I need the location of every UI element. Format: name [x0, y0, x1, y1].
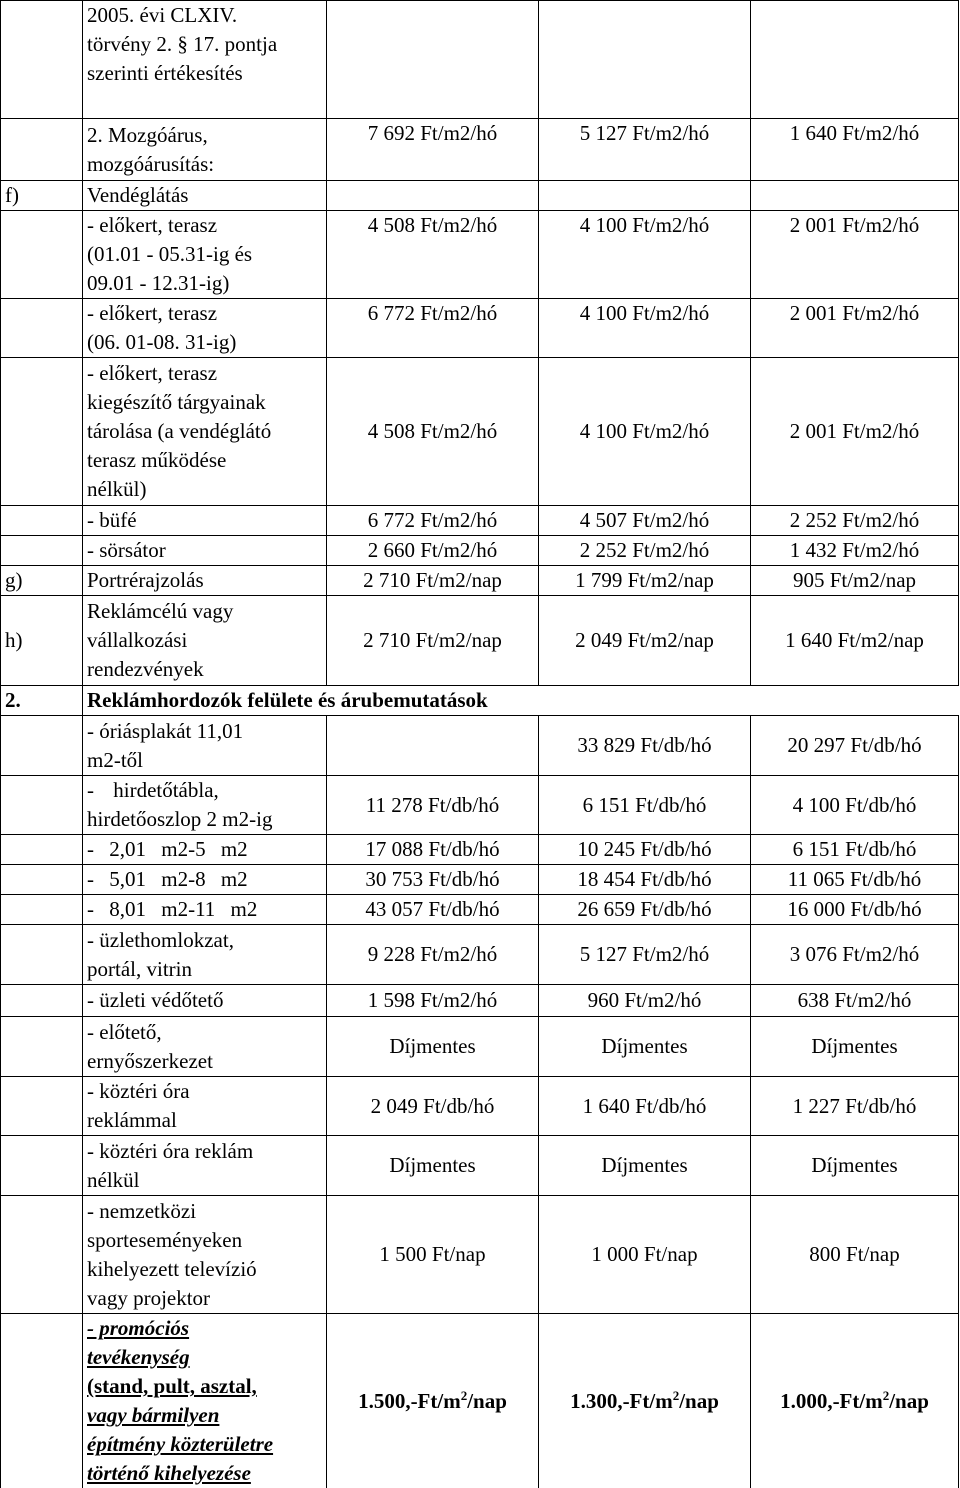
cat-cell — [1, 985, 83, 1017]
row-ora-reklam-nelkul — [1, 1136, 959, 1196]
row-section-2 — [1, 686, 959, 716]
value-zone-3: 2 001 Ft/m2/hó — [751, 211, 959, 299]
label-line: (stand, pult, asztal, — [87, 1372, 322, 1401]
row-label: Portrérajzolás — [83, 566, 327, 596]
label-line: - előkert, terasz — [87, 211, 322, 240]
label-line: szerinti értékesítés — [87, 59, 322, 88]
value-zone-1: 2 710 Ft/m2/nap — [327, 566, 539, 596]
row-801 — [1, 895, 959, 925]
row-label: - büfé — [83, 506, 327, 536]
value-zone-1: 1 500 Ft/nap — [327, 1196, 539, 1314]
cat-cell — [1, 506, 83, 536]
row-televizio — [1, 1196, 959, 1314]
row-category-h — [1, 596, 959, 686]
value-zone-3: 638 Ft/m2/hó — [751, 985, 959, 1017]
value-zone-3: 2 252 Ft/m2/hó — [751, 506, 959, 536]
label-line: (01.01 - 05.31-ig és — [87, 240, 322, 269]
row-mozgoarus — [1, 119, 959, 181]
cat-cell — [1, 895, 83, 925]
label-line: törvény 2. § 17. pontja — [87, 30, 322, 59]
value-zone-3: 1 227 Ft/db/hó — [751, 1077, 959, 1136]
row-elokert-1 — [1, 211, 959, 299]
cat-cell — [1, 119, 83, 181]
cat-cell — [1, 1196, 83, 1314]
category-letter: g) — [1, 566, 83, 596]
row-oriasplakat — [1, 716, 959, 776]
row-uzlethomlokzat — [1, 925, 959, 985]
value-zone-1: 1 598 Ft/m2/hó — [327, 985, 539, 1017]
value-zone-1 — [327, 716, 539, 776]
label-line: sporteseményeken — [87, 1226, 322, 1255]
row-hirdetotabla — [1, 776, 959, 835]
row-bufe — [1, 506, 959, 536]
value-zone-3: 1 640 Ft/m2/hó — [751, 119, 959, 181]
row-label — [83, 716, 327, 776]
category-title: Vendéglátás — [83, 181, 327, 211]
value-zone-2: 1 640 Ft/db/hó — [539, 1077, 751, 1136]
value-cell — [327, 1, 539, 119]
value-zone-2: 1 799 Ft/m2/nap — [539, 566, 751, 596]
row-label — [83, 1314, 327, 1488]
label-line: nélkül) — [87, 475, 322, 504]
value-zone-2: 4 100 Ft/m2/hó — [539, 358, 751, 506]
cat-cell — [1, 1077, 83, 1136]
label-line: nélkül — [87, 1166, 322, 1195]
value-zone-3: 905 Ft/m2/nap — [751, 566, 959, 596]
value-zone-1: 30 753 Ft/db/hó — [327, 865, 539, 895]
value-zone-1: 4 508 Ft/m2/hó — [327, 211, 539, 299]
label-line: 2. Mozgóárus, — [87, 121, 322, 150]
cat-cell — [1, 716, 83, 776]
value-zone-2: Díjmentes — [539, 1136, 751, 1196]
value-zone-2: 18 454 Ft/db/hó — [539, 865, 751, 895]
row-label — [83, 211, 327, 299]
value-zone-3: 6 151 Ft/db/hó — [751, 835, 959, 865]
label-line: mozgóárusítás: — [87, 150, 322, 179]
label-line: portál, vitrin — [87, 955, 322, 984]
value-zone-3: 1 640 Ft/m2/nap — [751, 596, 959, 686]
value-zone-3: 2 001 Ft/m2/hó — [751, 358, 959, 506]
section-title: Reklámhordozók felülete és árubemutatások — [83, 686, 959, 716]
value-zone-2: 5 127 Ft/m2/hó — [539, 119, 751, 181]
label-line: - előkert, terasz — [87, 299, 322, 328]
value-zone-3: 4 100 Ft/db/hó — [751, 776, 959, 835]
value-zone-1: 7 692 Ft/m2/hó — [327, 119, 539, 181]
label-line: 2005. évi CLXIV. — [87, 1, 322, 30]
value-zone-1: $1.500,-Ft/m^2$/nap — [327, 1314, 539, 1488]
cat-cell — [1, 776, 83, 835]
cat-cell — [1, 1314, 83, 1488]
label-line: (06. 01-08. 31-ig) — [87, 328, 322, 357]
value-zone-2: 33 829 Ft/db/hó — [539, 716, 751, 776]
row-501 — [1, 865, 959, 895]
label-line: - köztéri óra reklám — [87, 1137, 322, 1166]
label-line: építmény közterületre — [87, 1430, 322, 1459]
label-line: Reklámcélú vagy — [87, 597, 322, 626]
category-letter: h) — [1, 596, 83, 686]
value-zone-2: 1 000 Ft/nap — [539, 1196, 751, 1314]
value-zone-2: 6 151 Ft/db/hó — [539, 776, 751, 835]
row-label: - 8,01 m2-11 m2 — [83, 895, 327, 925]
cat-cell — [1, 925, 83, 985]
value-cell — [327, 181, 539, 211]
value-zone-1: 2 710 Ft/m2/nap — [327, 596, 539, 686]
row-label — [83, 1136, 327, 1196]
label-line: - előkert, terasz — [87, 359, 322, 388]
value-zone-3: $1.000,-Ft/m^2$/nap — [751, 1314, 959, 1488]
value-zone-3: 1 432 Ft/m2/hó — [751, 536, 959, 566]
row-label — [83, 925, 327, 985]
cat-cell — [1, 1136, 83, 1196]
value-cell — [539, 181, 751, 211]
row-label — [83, 776, 327, 835]
row-label — [83, 119, 327, 181]
value-zone-3: 3 076 Ft/m2/hó — [751, 925, 959, 985]
row-label: - üzleti védőtető — [83, 985, 327, 1017]
cat-cell — [1, 1, 83, 119]
label-line: terasz működése — [87, 446, 322, 475]
row-201 — [1, 835, 959, 865]
row-label: - 2,01 m2-5 m2 — [83, 835, 327, 865]
value-zone-2: 10 245 Ft/db/hó — [539, 835, 751, 865]
row-label: - sörsátor — [83, 536, 327, 566]
row-label — [83, 1017, 327, 1077]
value-zone-3: 2 001 Ft/m2/hó — [751, 299, 959, 358]
cat-cell — [1, 299, 83, 358]
label-line: kiegészítő tárgyainak — [87, 388, 322, 417]
value-zone-2: 26 659 Ft/db/hó — [539, 895, 751, 925]
value-zone-1: 17 088 Ft/db/hó — [327, 835, 539, 865]
row-vedotet — [1, 985, 959, 1017]
cat-cell — [1, 358, 83, 506]
row-label — [83, 358, 327, 506]
row-label — [83, 299, 327, 358]
row-elotet — [1, 1017, 959, 1077]
row-promocios — [1, 1314, 959, 1488]
label-line: - nemzetközi — [87, 1197, 322, 1226]
cat-cell — [1, 835, 83, 865]
row-label — [83, 1196, 327, 1314]
label-line: kihelyezett televízió — [87, 1255, 322, 1284]
label-line: hirdetőoszlop 2 m2-ig — [87, 805, 322, 834]
label-line: ernyőszerkezet — [87, 1047, 322, 1076]
value-zone-3: 16 000 Ft/db/hó — [751, 895, 959, 925]
value-zone-2: 5 127 Ft/m2/hó — [539, 925, 751, 985]
label-line: - köztéri óra — [87, 1077, 322, 1106]
value-cell — [539, 1, 751, 119]
value-zone-1: 43 057 Ft/db/hó — [327, 895, 539, 925]
value-zone-3: 800 Ft/nap — [751, 1196, 959, 1314]
value-cell — [751, 181, 959, 211]
value-zone-1: Díjmentes — [327, 1136, 539, 1196]
label-line: tárolása (a vendéglátó — [87, 417, 322, 446]
label-line: - üzlethomlokzat, — [87, 926, 322, 955]
row-historical-sale — [1, 1, 959, 119]
label-line: rendezvények — [87, 655, 322, 684]
label-line: - előtető, — [87, 1018, 322, 1047]
value-zone-2: 4 100 Ft/m2/hó — [539, 299, 751, 358]
row-sorsator — [1, 536, 959, 566]
label-line: vagy projektor — [87, 1284, 322, 1313]
label-line: vagy bármilyen — [87, 1401, 322, 1430]
category-letter: f) — [1, 181, 83, 211]
label-line: - promóciós — [87, 1314, 322, 1343]
value-cell — [751, 1, 959, 119]
row-label — [83, 596, 327, 686]
cat-cell — [1, 865, 83, 895]
value-zone-3: Díjmentes — [751, 1017, 959, 1077]
value-zone-2: 2 252 Ft/m2/hó — [539, 536, 751, 566]
cat-cell — [1, 536, 83, 566]
value-zone-2: 960 Ft/m2/hó — [539, 985, 751, 1017]
value-zone-3: 20 297 Ft/db/hó — [751, 716, 959, 776]
value-zone-1: Díjmentes — [327, 1017, 539, 1077]
value-zone-3: 11 065 Ft/db/hó — [751, 865, 959, 895]
label-line: 09.01 - 12.31-ig) — [87, 269, 322, 298]
cat-cell — [1, 1017, 83, 1077]
value-zone-1: 4 508 Ft/m2/hó — [327, 358, 539, 506]
value-zone-1: 9 228 Ft/m2/hó — [327, 925, 539, 985]
label-line: - óriásplakát 11,01 — [87, 717, 322, 746]
row-label: - 5,01 m2-8 m2 — [83, 865, 327, 895]
value-zone-3: Díjmentes — [751, 1136, 959, 1196]
section-number: 2. — [1, 686, 83, 716]
row-elokert-2 — [1, 299, 959, 358]
value-zone-2: 4 100 Ft/m2/hó — [539, 211, 751, 299]
cat-cell — [1, 211, 83, 299]
value-zone-2: 4 507 Ft/m2/hó — [539, 506, 751, 536]
row-category-f — [1, 181, 959, 211]
label-line: történő kihelyezése — [87, 1459, 322, 1488]
value-zone-1: 6 772 Ft/m2/hó — [327, 299, 539, 358]
value-zone-1: 2 660 Ft/m2/hó — [327, 536, 539, 566]
row-category-g — [1, 566, 959, 596]
label-line: vállalkozási — [87, 626, 322, 655]
row-label — [83, 1077, 327, 1136]
value-zone-1: 2 049 Ft/db/hó — [327, 1077, 539, 1136]
label-line: tevékenység — [87, 1343, 322, 1372]
value-zone-2: Díjmentes — [539, 1017, 751, 1077]
row-ora-reklammal — [1, 1077, 959, 1136]
value-zone-1: 11 278 Ft/db/hó — [327, 776, 539, 835]
label-line: - hirdetőtábla, — [87, 776, 322, 805]
value-zone-2: $1.300,-Ft/m^2$/nap — [539, 1314, 751, 1488]
row-label — [83, 1, 327, 119]
value-zone-2: 2 049 Ft/m2/nap — [539, 596, 751, 686]
label-line: reklámmal — [87, 1106, 322, 1135]
value-zone-1: 6 772 Ft/m2/hó — [327, 506, 539, 536]
row-elokert-3 — [1, 358, 959, 506]
label-line: m2-től — [87, 746, 322, 775]
